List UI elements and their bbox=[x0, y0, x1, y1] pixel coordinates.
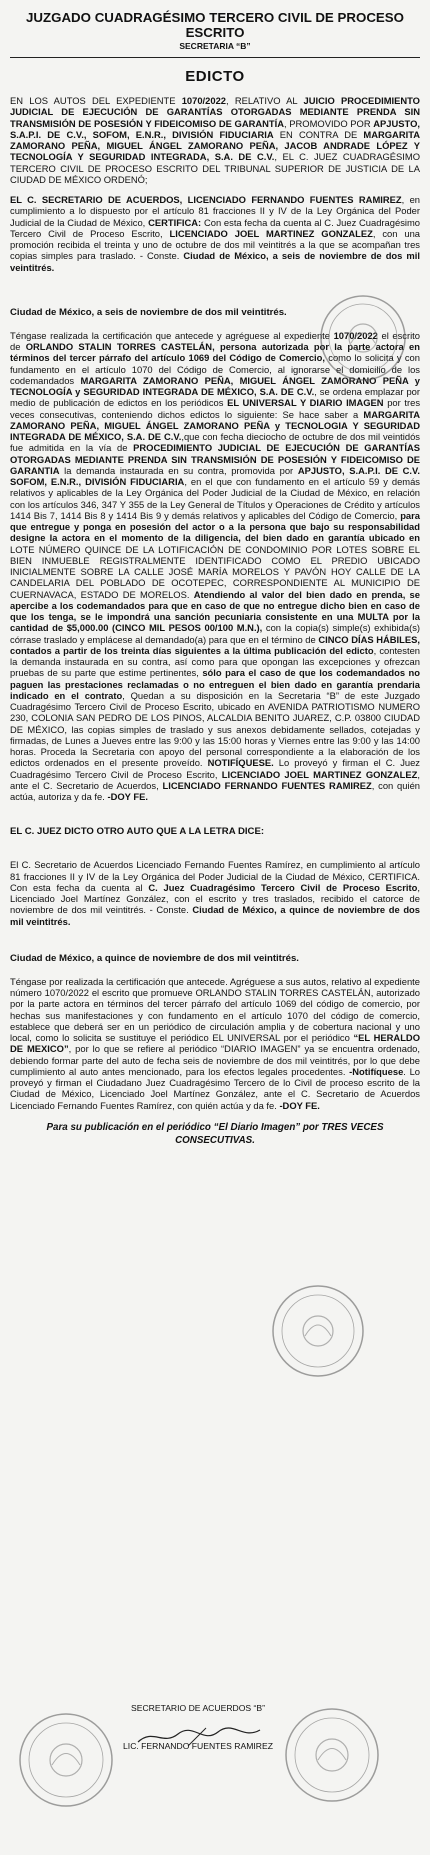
handwritten-signature-icon bbox=[128, 1726, 268, 1748]
court-seal-icon bbox=[282, 1705, 382, 1805]
paragraph-case-intro: EN LOS AUTOS DEL EXPEDIENTE 1070/2022, RELATIVO AL JUICIO PROCEDIMIENTO JUDICIAL DE EJECUCIÓN DE GARANTÍAS OTORGADAS MEDIANTE PRENDA SIN TRANSMISIÓN DE POSESIÓN Y FIDEICOMISO DE GARANTÍA, PROMOVIDO POR APJUSTO, S.A.P.I. DE C.V., SOFOM, E.N.R., DIVISIÓN FIDUCIARIA EN CONTRA DE MARGARITA ZAMORANO PEÑA, MIGUEL ÁNGEL ZAMORANO PEÑA, JACOB ANDRADE LÓPEZ Y TECNOLOGÍA Y SEGURIDAD INTEGRADA, S.A. DE C.V., EL C. JUEZ CUADRAGÉSIMO TERCERO CIVIL DE PROCESO ESCRITO DEL TRIBUNAL SUPERIOR DE JUSTICIA DE LA CIUDAD DE MÉXICO ORDENÓ; bbox=[10, 95, 421, 185]
court-seal-icon bbox=[16, 1710, 116, 1810]
signature-name: LIC. FERNANDO FUENTES RAMIREZ bbox=[123, 1741, 273, 1751]
date-heading-2: Ciudad de México, a quince de noviembre de dos mil veintitrés. bbox=[10, 952, 299, 964]
document-title: EDICTO bbox=[185, 68, 245, 85]
signature-title: SECRETARIO DE ACUERDOS “B” bbox=[130, 1703, 266, 1713]
heading-second-order: EL C. JUEZ DICTO OTRO AUTO QUE A LA LETRA DICE: bbox=[10, 826, 265, 838]
court-seal-icon bbox=[270, 1283, 366, 1379]
court-seal-icon bbox=[318, 293, 408, 383]
secretaria-label: SECRETARIA “B” bbox=[179, 41, 251, 51]
paragraph-certification-2: El C. Secretario de Acuerdos Licenciado Fernando Fuentes Ramírez, en cumplimiento al artículo 81 fracciones II y IV de la Ley Orgánica del Poder Judicial de la Ciudad de México, CERTIFICA. Con esta fecha da cuenta al C. Juez Cuadragésimo Tercero Civil de Proceso Escrito, Licenciado Joel Martínez González, con el escrito y tres traslados, recibido el catorce de noviembre de dos mil veintitrés. - Conste. Ciudad de México, a quince de noviembre de dos mil veintitrés. bbox=[10, 859, 420, 927]
signature-block bbox=[118, 1703, 278, 1751]
paragraph-order-2: Téngase por realizada la certificación que antecede. Agréguese a sus autos, relativo al expediente número 1070/2022 el escrito que promueve ORLANDO STALIN TORRES CASTELÁN, autorizado por la parte actora en términos del tercer párrafo del artículo 1069 del código de comercio, por hechas sus manifestaciones y con fundamento en el artículo 1070 del código de comercio, establece que deberá ser en un periódico de circulación amplia y de cobertura nacional y uno local, como lo solicita se sustituye el periódico EL UNIVERSAL por el periódico “EL HERALDO DE MEXICO”, por lo que se refiere al periódico “DIARIO IMAGEN” ya se encuentra ordenado, debiendo formar parte del auto de fecha seis de noviembre de dos mil veintitrés, por lo que debe cumplimiento al auto antes mencionado, para los efectos legales procedentes. -Notifíquese. Lo proveyó y firman el Ciudadano Juez Cuadragésimo Tercero de lo Civil de proceso escrito de la Ciudad de México, Licenciado Joel Martínez González, ante el C. Secretario de Acuerdos Licenciado Fernando Fuentes Ramírez, con quién actúa y da fe. -DOY FE. bbox=[10, 975, 420, 1111]
publication-notice: Para su publicación en el periódico “El Diario Imagen” por TRES VECES CONSECUTIVAS. bbox=[46, 1121, 384, 1146]
paragraph-order-1: Téngase realizada la certificación que antecede y agréguese al expediente 1070/2022 el escrito de ORLANDO STALIN TORRES CASTELÁN, persona autorizada por la parte actora en términos del tercer párrafo del artículo 1069 del Código de Comercio, como lo solicita y con fundamento en el artículo 1070 del Código de Comercio, al ignorarse el domicilio de los codemandados MARGARITA ZAMORANO PEÑA, MIGUEL ÁNGEL ZAMORANO PEÑA y TECNOLOGÍA y SEGURIDAD INTEGRADA DE MÉXICO, S.A. DE C.V., se ordena emplazar por medio de publicación de edictos en los periódicos EL UNIVERSAL Y DIARIO IMAGEN por tres veces consecutivas, conteniendo dichos edictos lo siguiente: Se hace saber a MARGARITA ZAMORANO PEÑA, MIGUEL ÁNGEL ZAMORANO PEÑA y TECNOLOGIA Y SEGURIDAD INTEGRADA DE MÉXICO, S.A. DE C.V.,que con fecha dieciocho de octubre de dos mil veintidós fue admitida en la vía de PROCEDIMIENTO JUDICIAL DE EJECUCIÓN DE GARANTÍAS OTORGADAS MEDIANTE PRENDA SIN TRANSMISIÓN DE POSESIÓN Y FIDEICOMISO DE GARANTIA la demanda instaurada en su contra, promovida por APJUSTO, S.A.P.I. DE C.V. SOFOM, E.N.R., DIVISIÓN FIDUCIARIA, en el que con fundamento en el artículo 59 y demás relativos y aplicables de la Ley Orgánica del Poder Judicial de la Ciudad de México, en relación con los artículos 346, 347 Y 355 de la Ley General de Títulos y Operaciones de Crédito y artículos 1414 Bis 7, 1414 Bis 8 y 1414 Bis 9 y demás relativos y aplicables del Código de Comercio, para que entregue y ponga en posesión del actor o a la persona que bajo su responsabilidad designe la actora en el momento de la diligencia, del bien dado en garantía ubicado en LOTE NÚMERO QUINCE DE LA LOTIFICACIÓN DE CONDOMINIO POR LOTES SOBRE EL BIEN INMUEBLE REGISTRALMENTE IDENTIFICADO COMO EL PREDIO UBICADO INICIALMENTE SOBRE LA CALLE JOSÉ MARÍA MORELOS Y PAVÓN HOY CALLE DE LA CANDELARIA DEL POBLADO DE OCOTEPEC, CORRESPONDIENTE AL MUNICIPIO DE CUERNAVACA, ESTADO DE MORELOS. Atendiendo al valor del bien dado en prenda, se apercibe a los codemandados para que en caso de que no entregue dicho bien en caso de que los tenga, se le impondrá una sanción pecuniaria consistente en una MULTA por la cantidad de $5,000.00 (CINCO MIL PESOS 00/100 M.N.), con la copia(s) simple(s) exhibida(s) córrase traslado y emplácese al demandado(a) para que en el término de CINCO DÍAS HÁBILES, contados a partir de los treinta días siguientes a la última publicación del edicto, contesten la demanda instaurada en su contra, así como para que opongan las excepciones y ofrezcan pruebas de su parte que estime pertinentes, sólo para el caso de que los codemandados no paguen las prestaciones reclamadas o no entreguen el bien dado en garantía prendaria indicado en el contrato, Quedan a su disposición en la Secretaria “B” de este Juzgado Cuadragésimo Tercero Civil de Proceso Escrito, ubicado en AVENIDA PATRIOTISMO NUMERO 230, COLONIA SAN PEDRO DE LOS PINOS, ALCALDIA BENITO JUAREZ, C.P. 03800 CIUDAD DE MÉXICO, las copias simples de traslado y sus anexos debidamente sellados, cotejadas y firmadas, de Lunes a Jueves entre las 9:00 y las 15:00 horas y Viernes entre las 9:00 y las 14:00 horas. Proceda la Secretaria con apoyo del personal correspondiente a la elaboración de los edictos ordenados en el presente proveído. NOTIFÍQUESE. Lo proveyó y firman el C. Juez Cuadragésimo Tercero Civil de Proceso Escrito, LICENCIADO JOEL MARTINEZ GONZALEZ, ante el C. Secretario de Acuerdos, LICENCIADO FERNANDO FUENTES RAMIREZ, con quién actúa, autoriza y da fe. -DOY FE. bbox=[10, 329, 421, 802]
date-heading-1: Ciudad de México, a seis de noviembre de dos mil veintitrés. bbox=[10, 306, 287, 318]
court-title: JUZGADO CUADRAGÉSIMO TERCERO CIVIL DE PROCESO ESCRITO bbox=[25, 10, 404, 40]
paragraph-certification-1: EL C. SECRETARIO DE ACUERDOS, LICENCIADO FERNANDO FUENTES RAMIREZ, en cumplimiento a lo dispuesto por el artículo 81 fracciones II y IV de la Ley Orgánica del Poder Judicial de la Ciudad de México, CERTIFICA: Con esta fecha da cuenta al C. Juez Cuadragésimo Tercero Civil de Proceso Escrito, LICENCIADO JOEL MARTINEZ GONZALEZ, con una promoción recibida el treinta y uno de octubre de dos mil veintitrés a la que se acompañan tres copias simples para traslado. - Conste. Ciudad de México, a seis de noviembre de dos mil veintitrés. bbox=[10, 194, 420, 273]
header-divider bbox=[10, 57, 420, 58]
